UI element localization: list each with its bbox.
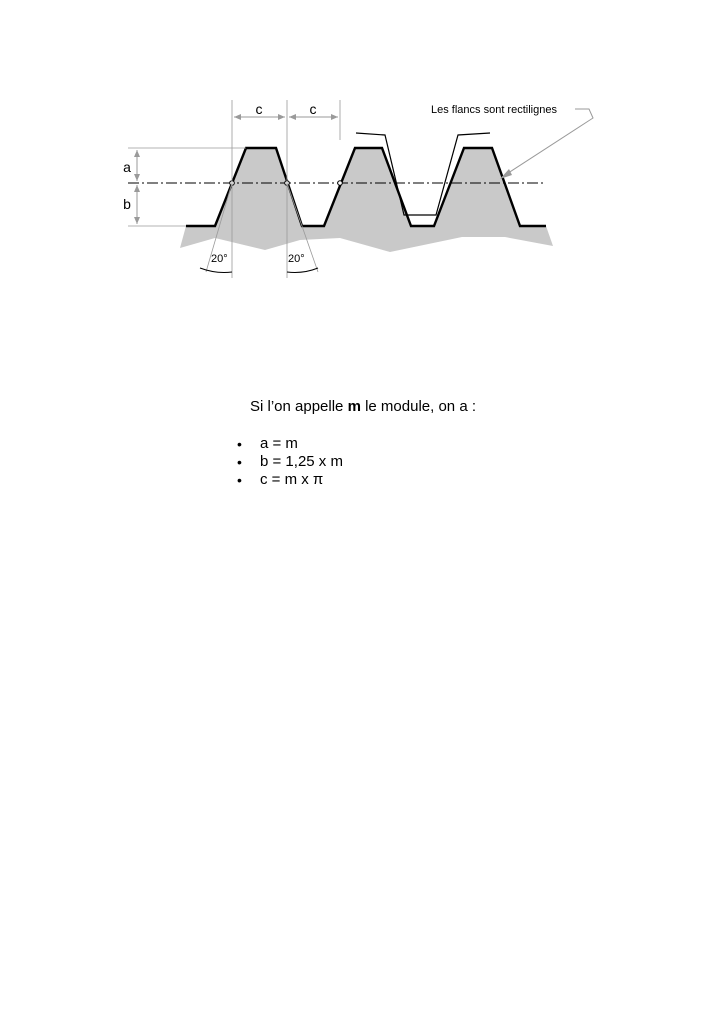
module-definition xyxy=(232,396,652,489)
label-b: b xyxy=(123,196,131,212)
formula-list xyxy=(232,435,652,489)
pitch-point xyxy=(338,181,343,186)
bullet: • xyxy=(237,454,242,470)
angle-arc-left xyxy=(200,268,232,273)
intro-text-before: Si l’on appelle xyxy=(250,398,348,415)
angle-label-left: 20° xyxy=(211,253,228,265)
intro-text-after: le module, on a : xyxy=(360,398,476,415)
intro-sentence xyxy=(250,396,652,418)
bullet: • xyxy=(237,436,242,452)
label-c-right: c xyxy=(309,101,317,117)
list-item xyxy=(232,435,652,453)
callout-label: Les flancs sont rectilignes xyxy=(431,104,557,116)
module-symbol: m xyxy=(347,398,361,415)
formula-text: b = 1,25 x m xyxy=(260,453,343,470)
label-a: a xyxy=(123,159,131,175)
gear-tooth-diagram xyxy=(0,0,724,330)
list-item xyxy=(232,471,652,489)
bullet: • xyxy=(237,472,242,488)
angle-arc-right xyxy=(287,268,318,273)
angle-label-right: 20° xyxy=(288,253,305,265)
label-c-left: c xyxy=(255,101,263,117)
callout-leader xyxy=(502,109,593,177)
list-item xyxy=(232,453,652,471)
formula-text: c = m x π xyxy=(260,471,324,488)
formula-text: a = m xyxy=(260,435,298,452)
